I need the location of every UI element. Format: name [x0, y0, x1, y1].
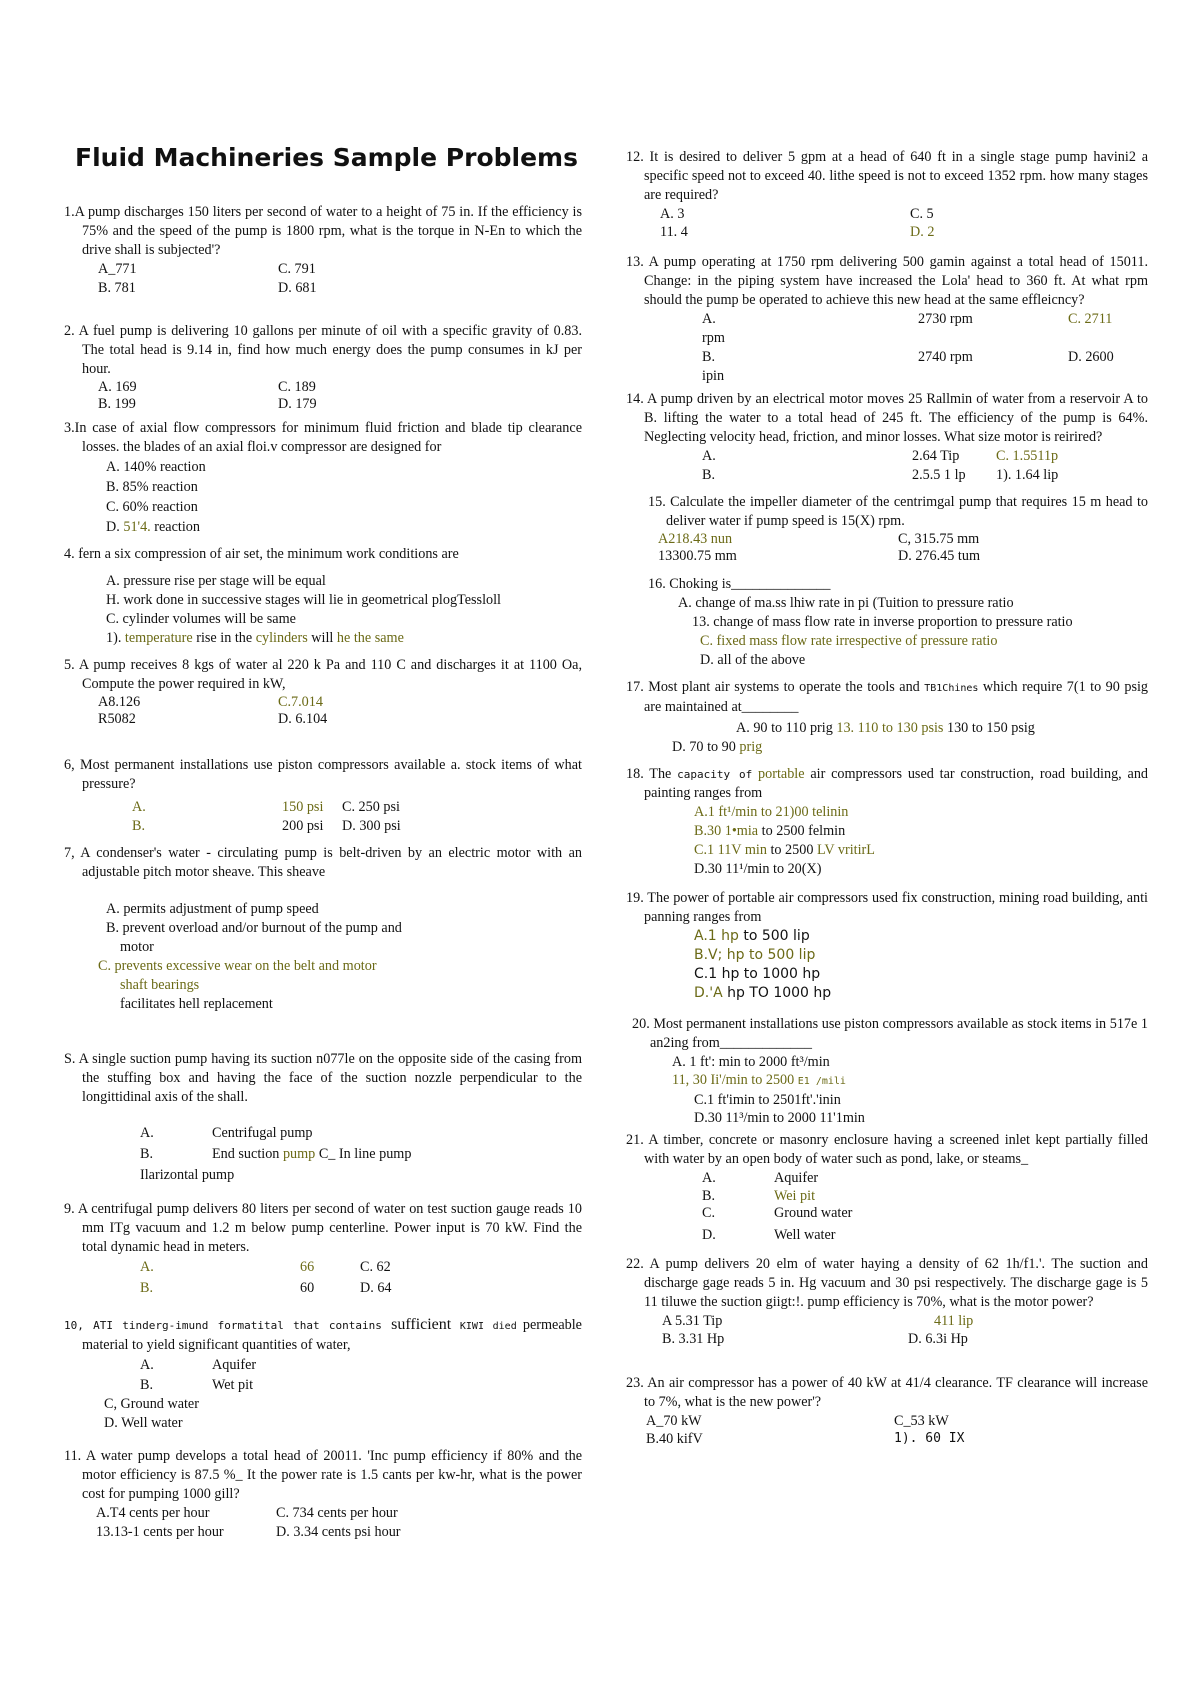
question-1	[64, 203, 582, 298]
question-stem: 13. A pump operating at 1750 rpm delivering 500 gamin against a total head of 15011. Change: in the piping system have increased the Lola' head to 360 ft. At what rpm should the pump be operated to achieve this new head at the same effleicncy?	[626, 254, 1148, 308]
options	[648, 594, 1148, 670]
option-a-label: A.	[140, 1125, 154, 1141]
option-d: 1). 1.64 lip	[996, 467, 1059, 483]
option-c: C. 2711	[1068, 311, 1113, 327]
option-b: B.30 1•mia to 2500 felmin	[694, 823, 846, 839]
option-a: A.	[132, 799, 146, 815]
question-23	[626, 1374, 1148, 1448]
option-c: C. cylinder volumes will be same	[106, 611, 296, 627]
option-c: C. fixed mass flow rate irrespective of pressure ratio	[700, 633, 998, 649]
question-20	[626, 1015, 1148, 1127]
question-17	[626, 678, 1148, 757]
options	[626, 205, 1148, 241]
option-b: 2740 rpm	[918, 349, 973, 365]
question-stem: 15. Calculate the impeller diameter of the centrimgal pump that requires 15 m head to deliver water if pump speed is 15(X) rpm.	[648, 494, 1148, 529]
question-stem: 19. The power of portable air compressors used fix construction, mining road building, anti panning ranges from	[626, 890, 1148, 925]
question-2	[64, 322, 582, 413]
option-b: End suction pump C_ In line pump	[212, 1146, 412, 1162]
options	[64, 1257, 582, 1299]
options	[626, 1312, 1148, 1348]
option-a: A218.43 nun	[658, 531, 733, 547]
option-d: D. 6.104	[278, 711, 328, 727]
question-stem: 7, A condenser's water - circulating pump is belt-driven by an electric motor with an adjustable pitch motor sheave. This sheave	[64, 845, 582, 880]
option-d: Well water	[774, 1227, 836, 1243]
option-c-label: C.	[702, 1205, 716, 1221]
question-stem: 1.A pump discharges 150 liters per second of water to a height of 75 in. If the efficiency is 75% and the speed of the pump is 1800 rpm, what is the torque in N-En to which the drive shall is subjected'?	[64, 204, 582, 258]
option-c: 411 lip	[934, 1313, 974, 1329]
options	[648, 531, 1148, 565]
option-b-value: 200 psi	[282, 818, 324, 834]
option-c: C. 791	[278, 261, 316, 277]
options	[626, 447, 1148, 485]
option-c: C.1 ft'imin to 2501ft'.'inin	[694, 1092, 841, 1108]
question-16	[626, 575, 1148, 670]
option-b: 11, 30 Ii'/min to 2500 E1 /mili	[672, 1072, 846, 1088]
options	[64, 1355, 582, 1395]
question-stem: 17. Most plant air systems to operate the tools and TB1Chines which require 7(1 to 90 psig are maintained at________	[626, 679, 1148, 715]
option-c: C.1 11V min to 2500 LV vritirL	[694, 842, 875, 858]
question-stem: 20. Most permanent installations use piston compressors available as stock items in 517e 1 an2ing from_____________	[632, 1016, 1148, 1051]
question-11	[64, 1447, 582, 1542]
options	[626, 927, 1148, 1003]
question-stem: 11. A water pump develops a total head of 20011. 'Inc pump efficiency if 80% and the motor efficiency is 87.5 %_ It the power rate is 1.5 cants per kw-hr, what is the power cost for pumping 1000 gill?	[64, 1448, 582, 1502]
question-7	[64, 844, 582, 1014]
option-c: C_53 kW	[894, 1413, 949, 1429]
option-a: Centrifugal pump	[212, 1125, 313, 1141]
option-c: C. 62	[360, 1259, 391, 1275]
options	[64, 794, 582, 836]
option-a: A. pressure rise per stage will be equal	[106, 573, 326, 589]
options	[64, 457, 582, 537]
option-b-label: B.	[702, 1188, 716, 1204]
option-d: D. all of the above	[700, 652, 806, 668]
question-18	[626, 765, 1148, 879]
option-a: A.1 ft¹/min to 21)00 telinin	[694, 804, 849, 820]
option-a: A. 3	[660, 206, 685, 222]
option-a: A. 1 ft': min to 2000 ft³/min	[672, 1054, 830, 1070]
option-b: B. 85% reaction	[106, 479, 198, 495]
option-a: A.T4 cents per hour	[96, 1505, 210, 1521]
option-b-unit: ipin	[702, 368, 725, 384]
option-d: D. 681	[278, 280, 317, 296]
question-stem: 9. A centrifugal pump delivers 80 liters per second of water on test suction gauge reads 10 mm ITg vacuum and 1.2 m below pump centerline. Power input is 70 kW. Find the total dynamic head in meters.	[64, 1201, 582, 1255]
option-b: B.	[132, 818, 146, 834]
question-10	[64, 1315, 582, 1433]
option-d: D. 276.45 tum	[898, 548, 980, 564]
question-13	[626, 253, 1148, 386]
option-c: Ground water	[774, 1205, 853, 1221]
option-a: A8.126	[98, 694, 141, 710]
option-d: D. 300 psi	[342, 818, 401, 834]
option-c: 130 to 150 psig	[943, 720, 1035, 736]
question-stem: 10, ATI tinderg-imund formatital that contains sufficient KIWI died permeable material to yield significant quantities of water,	[64, 1316, 582, 1353]
option-b: Wei pit	[774, 1188, 816, 1204]
option-d: D.'A hp TO 1000 hp	[694, 985, 832, 1001]
question-15	[626, 493, 1148, 565]
option-d: Ilarizontal pump	[140, 1167, 235, 1183]
option-b: 13.13-1 cents per hour	[96, 1524, 224, 1540]
options	[64, 564, 582, 648]
option-b: B. 199	[98, 396, 136, 412]
option-a: Aquifer	[774, 1170, 819, 1186]
options	[64, 694, 582, 728]
option-d: D. 6.3i Hp	[908, 1331, 968, 1347]
question-6	[64, 756, 582, 836]
option-b: B. prevent overload and/or burnout of the pump and motor	[106, 920, 402, 955]
option-a-value: 66	[300, 1259, 315, 1275]
options	[64, 260, 582, 298]
option-d: D.30 11³/min to 2000 11'1min	[694, 1110, 865, 1126]
option-b: Wet pit	[212, 1377, 254, 1393]
option-d: D. Well water	[104, 1415, 183, 1431]
option-b-label: B.	[140, 1377, 154, 1393]
option-b: B.V; hp to 500 lip	[694, 947, 816, 963]
option-b: 13. change of mass flow rate in inverse proportion to pressure ratio	[692, 614, 1073, 630]
option-d: D. 70 to 90 prig	[672, 739, 763, 755]
options	[632, 1053, 1148, 1127]
question-3	[64, 419, 582, 537]
question-stem: 6, Most permanent installations use piston compressors available a. stock items of what pressure?	[64, 757, 582, 792]
option-a: 2.64 Tip	[912, 448, 960, 464]
option-c: C. 250 psi	[342, 799, 400, 815]
question-8	[64, 1050, 582, 1186]
option-c: C. 734 cents per hour	[276, 1505, 398, 1521]
option-b: 13. 110 to 130 psis	[836, 720, 944, 736]
question-stem: 3.In case of axial flow compressors for minimum fluid friction and blade tip clearance losses. the blades of an axial floi.v compressor are designed for	[64, 420, 582, 455]
options	[626, 1412, 1148, 1448]
option-c: C.1 hp to 1000 hp	[694, 966, 821, 982]
question-21	[626, 1131, 1148, 1245]
option-a: A. change of ma.ss lhiw rate in pi (Tuition to pressure ratio	[678, 595, 1014, 611]
option-b-label: B.	[702, 467, 716, 483]
option-b: B.	[140, 1280, 154, 1296]
option-d: D. 179	[278, 396, 317, 412]
option-b: B. 781	[98, 280, 136, 296]
question-stem: 12. It is desired to deliver 5 gpm at a head of 640 ft in a single stage pump havini2 a specific speed not to exceed 40. lithe speed is not to exceed 1352 rpm. how many stages are required?	[626, 149, 1148, 203]
option-a: A 5.31 Tip	[662, 1313, 723, 1329]
option-c: C. prevents excessive wear on the belt and motor shaft bearings	[98, 958, 377, 993]
right-column	[626, 148, 1148, 1448]
question-4	[64, 545, 582, 648]
option-d: D. 2	[910, 224, 935, 240]
options	[626, 717, 1148, 738]
question-stem: 5. A pump receives 8 kgs of water al 220 k Pa and 110 C and discharges it at 1100 Oa, Compute the power required in kW,	[64, 657, 582, 692]
question-stem: 2. A fuel pump is delivering 10 gallons per minute of oil with a specific gravity of 0.83. The total head is 9.14 in, find how much energy does the pump consumes in kJ per hour.	[64, 323, 582, 377]
question-9	[64, 1200, 582, 1299]
option-b: B.40 kifV	[646, 1431, 703, 1447]
left-column	[64, 203, 582, 1542]
question-stem: 14. A pump driven by an electrical motor moves 25 Rallmin of water from a reservoir A to B. lifting the water to a total head of 245 ft. The efficiency of the pump is 64%. Neglecting velocity head, friction, and minor losses. What size motor is reirired?	[626, 391, 1148, 445]
option-c: C. 1.5511p	[996, 448, 1059, 464]
option-b: H. work done in successive stages will lie in geometrical plogTessloll	[106, 592, 501, 608]
question-stem: 18. The capacity of portable air compressors used tar construction, road building, and painting ranges from	[626, 766, 1149, 801]
question-19	[626, 889, 1148, 1003]
option-b: 2.5.5 1 lp	[912, 467, 966, 483]
option-b: 11. 4	[660, 224, 688, 240]
option-d: 1). temperature rise in the cylinders will he the same	[106, 630, 404, 646]
options	[626, 310, 1148, 386]
option-d: 1). 60 IX	[894, 1431, 965, 1446]
option-b: B. 3.31 Hp	[662, 1331, 725, 1347]
option-a: A. 169	[98, 379, 137, 395]
option-a: A. 140% reaction	[106, 459, 206, 475]
option-d: D. 51'4. reaction	[106, 519, 200, 535]
option-a: A_70 kW	[646, 1413, 702, 1429]
option-d: D. 64	[360, 1280, 392, 1296]
option-a-label: A.	[702, 448, 716, 464]
option-a: A.	[140, 1259, 154, 1275]
option-c: C. 5	[910, 206, 934, 222]
option-a: A. 90 to 110 prig	[736, 720, 837, 736]
question-14	[626, 390, 1148, 485]
option-c: C.7.014	[278, 694, 323, 710]
option-d: facilitates hell replacement	[120, 996, 273, 1012]
question-stem: 22. A pump delivers 20 elm of water haying a density of 62 1h/f1.'. The suction and discharge gage reads 5 in. Hg vacuum and 30 psi respectively. The discharge gage is 5 11 tiluwe the suction giigt:!. pump efficiency is 70%, what is the motor power?	[626, 1256, 1148, 1310]
question-stem: 4. fern a six compression of air set, the minimum work conditions are	[64, 546, 459, 562]
option-a: 2730 rpm	[918, 311, 973, 327]
question-stem: 16. Choking is______________	[648, 576, 831, 592]
option-a: A_771	[98, 261, 137, 277]
page-title: Fluid Machineries Sample Problems	[75, 143, 578, 172]
option-d: D.30 11¹/min to 20(X)	[694, 861, 822, 877]
question-12	[626, 148, 1148, 241]
option-a-value: 150 psi	[282, 799, 324, 815]
option-d-label: D.	[702, 1227, 716, 1243]
question-22	[626, 1255, 1148, 1348]
option-a-label: A.	[702, 1170, 716, 1186]
option-c: C. 189	[278, 379, 316, 395]
question-5	[64, 656, 582, 728]
option-c: C, 315.75 mm	[898, 531, 980, 547]
options	[64, 1504, 582, 1542]
options	[626, 803, 1148, 879]
option-d: D. 2600	[1068, 349, 1114, 365]
option-c: C, Ground water	[104, 1396, 199, 1412]
options	[64, 1107, 582, 1186]
option-a: A. permits adjustment of pump speed	[106, 901, 319, 917]
option-d: D. 3.34 cents psi hour	[276, 1524, 401, 1540]
options	[64, 882, 406, 1014]
option-b-label: B.	[140, 1146, 154, 1162]
option-b: R5082	[98, 711, 136, 727]
option-b: 13300.75 mm	[658, 548, 737, 564]
option-a: Aquifer	[212, 1357, 257, 1373]
option-b-label: B.	[702, 349, 716, 365]
option-a-unit: rpm	[702, 330, 725, 346]
option-c: C. 60% reaction	[106, 499, 198, 515]
option-a: A.1 hp to 500 lip	[694, 928, 810, 944]
options	[626, 1169, 1148, 1245]
option-a-label: A.	[702, 311, 716, 327]
option-b-value: 60	[300, 1280, 315, 1296]
question-stem: S. A single suction pump having its suction n077le on the opposite side of the casing from the stuffing box and having the face of the suction nozzle perpendicular to the longittidinal axis of the shall.	[64, 1051, 582, 1105]
question-stem: 23. An air compressor has a power of 40 kW at 41/4 clearance. TF clearance will increase to 7%, what is the new power'?	[626, 1375, 1148, 1410]
question-stem: 21. A timber, concrete or masonry enclosure having a screened inlet kept partially filled with water by an open body of water such as pond, lake, or steams_	[626, 1132, 1148, 1167]
option-a-label: A.	[140, 1357, 154, 1373]
options	[64, 379, 582, 413]
